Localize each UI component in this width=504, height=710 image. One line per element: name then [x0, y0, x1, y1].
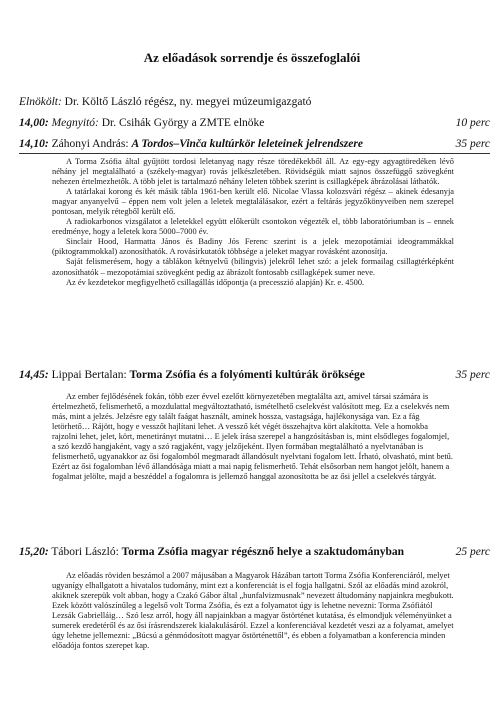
opening-label: Megnyitó: [51, 117, 99, 129]
opening-duration: 10 perc [455, 117, 490, 129]
opening-text: Dr. Csihák György a ZMTE elnöke [101, 117, 265, 129]
opening-line [19, 117, 490, 129]
talk-speaker: Tábori László: [51, 546, 119, 558]
talk-divider [19, 153, 490, 154]
abstract-paragraph: Az előadás röviden beszámol a 2007 májusában a Magyarok Házában tartott Torma Zsófia Konferenciáról, melyet ugyanígy elhallgatott a hivatalos tudomány, mint ezt a konferenciát is el fogja hallgatni. Szól az előadás mind azokról, akiknek szerepük volt abban, hogy a Czakó Gábor által „hunfalvizmusnak” nevezett áltudomány napjainkra megbukott. Ezek között valószínűleg a legelső volt Torma Zsófia, és ezt a folyamatot úgy is lehetne nevezni: Torma Zsófiától Lezsák Gabrielláig… Szó lesz arról, hogy áll napjainkban a magyar őstörténet kutatása, és elmondjuk véleményünket a sumerek eredetéről és az ősi írásrendszerek kialakulásáról. Ezzel a konferenciával kezdetét veszi az a folyamat, amelyet úgy lehetne jellemezni: „Búcsú a génmódosított magyar őstörténettől”, és ebben a folyamatban a konferencia minden előadója fontos szerepet kap. [52, 571, 454, 651]
talk-time: 15,20: [19, 546, 49, 558]
talk-header [19, 369, 490, 381]
abstract-paragraph: A Torma Zsófia által gyűjtött tordosi leletanyag nagy része töredékekből áll. Az egy-egy agyagtöredéken lévő néhány jel megtalálható a (székely-magyar) rovás jelkészletében. Rövidségük miatt sajnos összefüggő szövegként nehezen értelmezhetők. A több jelet is tartalmazó néhány leleten többek szerint is csillagképek ábrázolásai láthatók. [52, 157, 454, 187]
talk-title: Torma Zsófia és a folyómenti kultúrák öröksége [129, 369, 365, 381]
talk-speaker: Lippai Bertalan: [51, 369, 127, 381]
opening-time: 14,00: [19, 117, 49, 129]
abstract-paragraph: A radiokarbonos vizsgálatot a leletekkel együtt előkerült csontokon végezték el, több laboratóriumban is – ennek eredménye, hogy a leletek kora 5000–7000 év. [52, 217, 454, 237]
chair-text: Dr. Költő László régész, ny. megyei múzeumigazgató [64, 96, 312, 108]
talk-duration: 35 perc [455, 138, 490, 150]
abstract-paragraph: Az év kezdetekor megfigyelhető csillagállás időpontja (a precesszió alapján) Kr. e. 4500. [66, 277, 365, 287]
talk-title: Torma Zsófia magyar régésznő helye a szaktudományban [121, 546, 405, 558]
talk-abstract [52, 157, 454, 288]
talk-speaker: Záhonyi András: [51, 138, 129, 150]
talk-duration: 35 perc [455, 369, 490, 381]
talk-duration: 25 perc [455, 546, 490, 558]
chair-line [19, 96, 490, 108]
page-title: Az előadások sorrendje és összefoglalói [143, 50, 361, 65]
abstract-paragraph: Sinclair Hood, Harmatta János és Badiny Jós Ferenc szerint is a jelek mezopotámiai ideogrammákkal (piktogrammokkal) azonosíthatók. A rovásírkutatók többsége a jeleket magyar rovásként azonosítja. [52, 237, 454, 257]
abstract-paragraph: Saját felismerésem, hogy a táblákon kétnyelvű (bilingvis) jelekről lehet szó: a jelek formailag csillagtérképként azonosíthatók – mezopotámiai szövegként pedig az ábrázolt fontosabb csillagképek sumer neve. [52, 257, 454, 277]
abstract-paragraph: A tatárlakai korong és két másik tábla 1961-ben került elő. Nicolae Vlassa kolozsvári régész – akinek édesanyja magyar anyanyelvű – éppen nem volt jelen a leletek megtalálásakor, ezért a feltárás jegyzőkönyveiben nem szerepel pontosan, melyik rétegből került elő. [52, 187, 454, 217]
talk-abstract [52, 392, 454, 482]
talk-abstract [52, 571, 454, 651]
abstract-paragraph: Az ember fejlődésének fokán, több ezer évvel ezelőtt környezetében megtalálta azt, amivel társai számára is értelmezhető, felismerhető, a mozdulattal megváltoztatható, ismételhető cselekvést valósított meg. Ez a cselekvés nem más, mint a jelzés. Jelzésre egy talált faágat használt, aminek hossza, vastagsága, hajlékonysága van. Ez a fág letörhető… Rájött, hogy e vesszőt hajlítani lehet. A vessző két végét összehajtva kört alakította. Vele a homokba rajzolni lehet, jelet, kört, menetirányt mutatni… E jelek írása szerepel a hangzósításban is, mint elsődleges fogalomjel, a szó kezdő hangjaként, vagy a szó ragjaként, vagy jelzőjeként. Ilyen formában megtalálható a nyelvtanában is felismerhető, ugyanakkor az ősi fogalomból megmaradt állandósult nyelvtani fogalom lett. Írható, olvasható, mint betű. Ezért az ősi fogalomban lévő állandósága miatt a mai napig felismerhető. Tehát elsősorban nem hangot jelölt, hanem a fogalmat jelölte, majd a beszéddel a fogalomra is jellemző hanggal azonosította be az ősi jellel a cselekvés tárgyát. [52, 392, 453, 482]
talk-header [19, 138, 490, 150]
talk-time: 14,45: [19, 369, 49, 381]
talk-time: 14,10: [19, 138, 49, 150]
chair-label: Elnökölt: [19, 96, 62, 108]
talk-header [19, 546, 490, 558]
talk-title: A Tordos–Vinča kultúrkör leleteinek jelrendszere [131, 138, 363, 150]
